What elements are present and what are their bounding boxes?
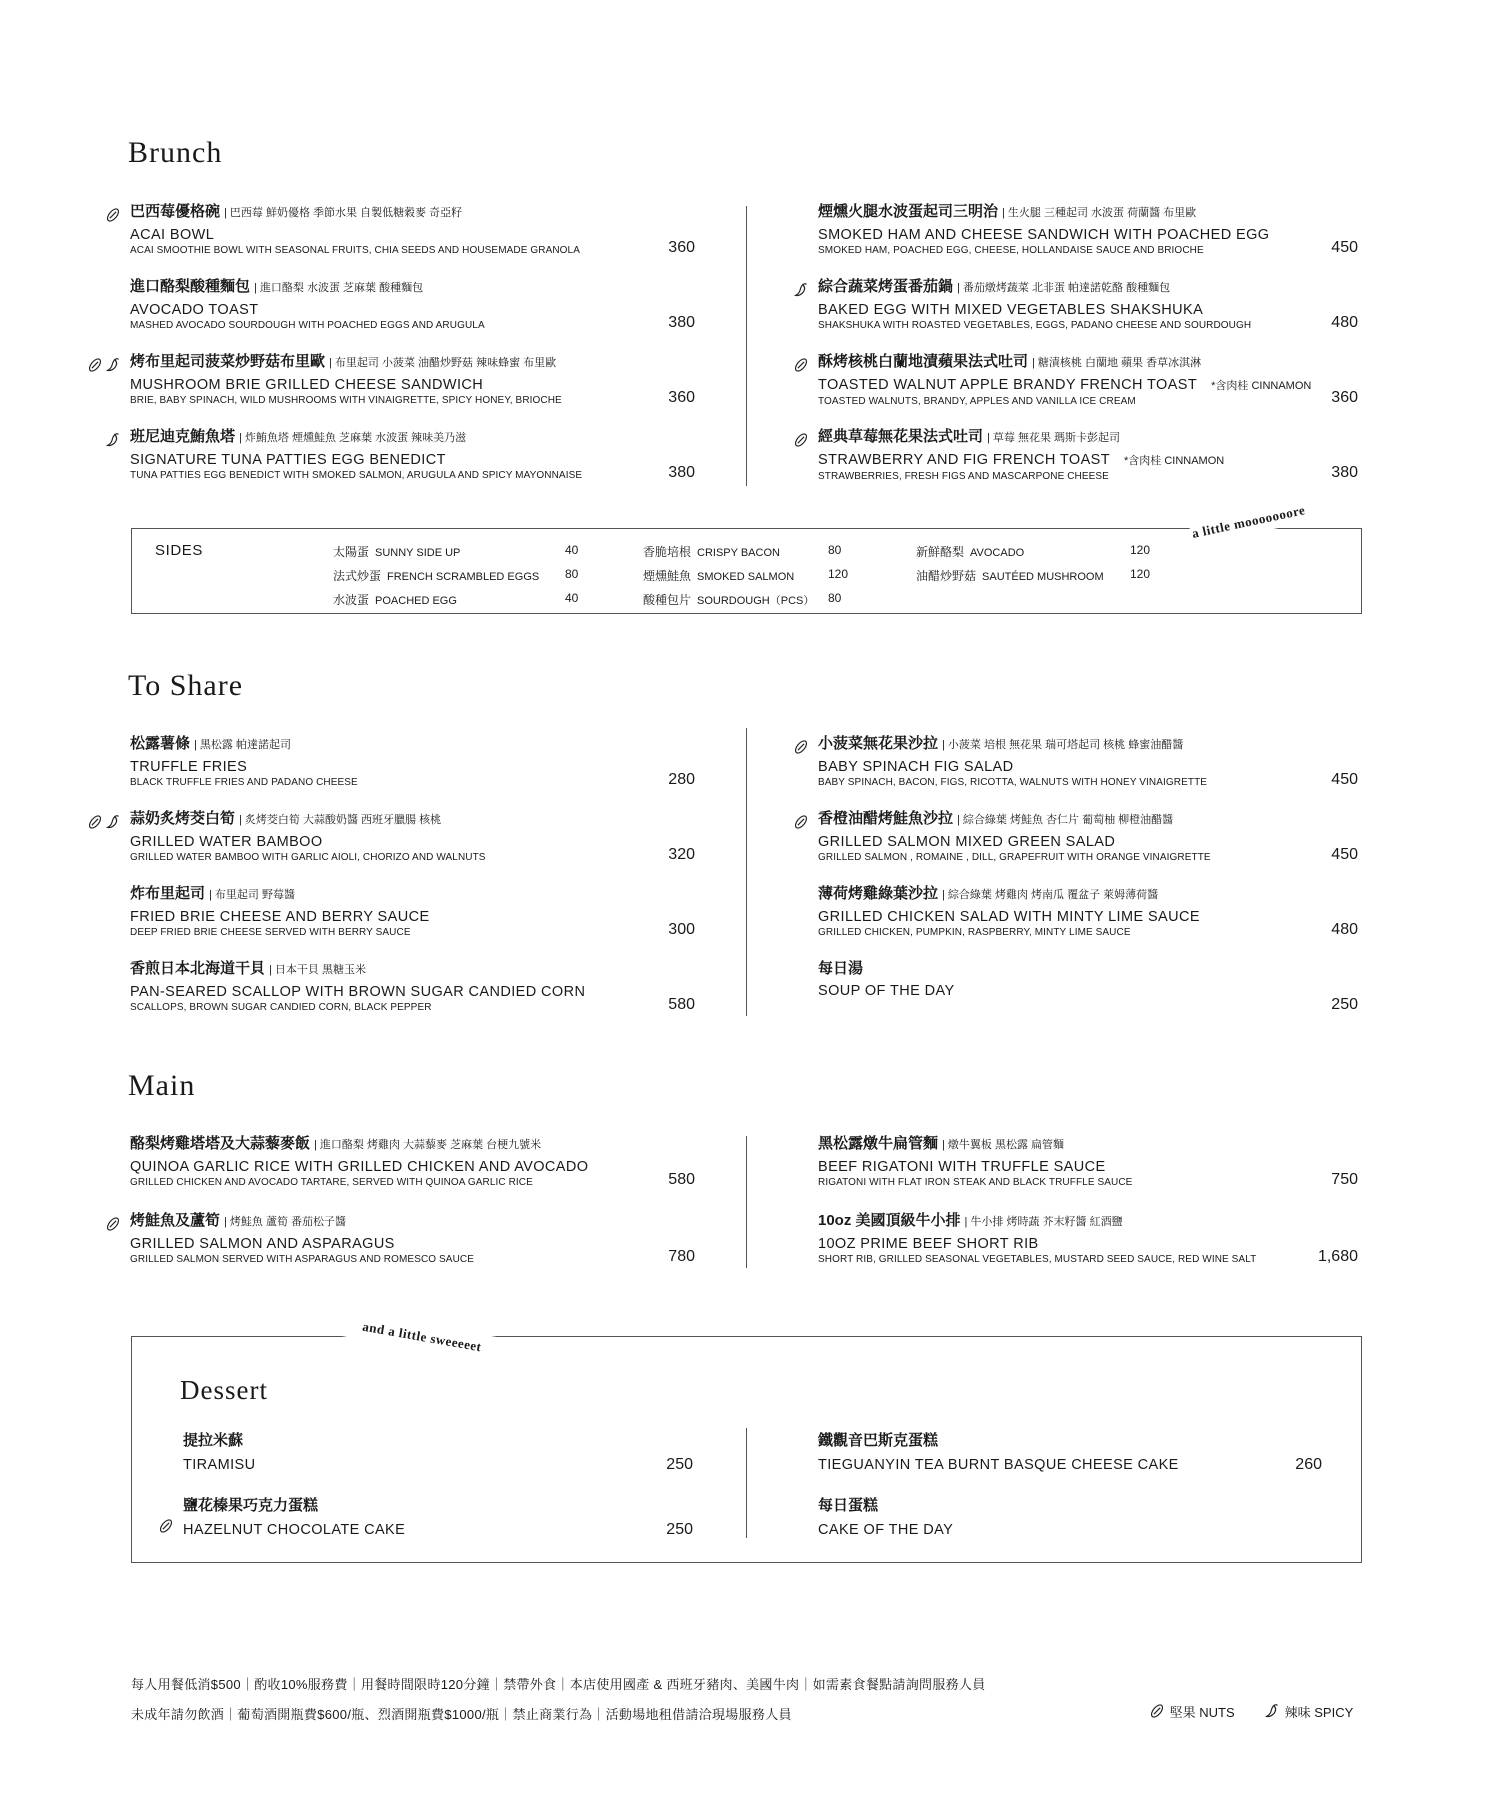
side-item xyxy=(333,543,460,560)
dessert-title: Dessert xyxy=(180,1375,268,1405)
side-item xyxy=(333,567,539,584)
item-description: GRILLED WATER BAMBOO WITH GARLIC AIOLI, CHORIZO AND WALNUTS xyxy=(130,852,486,863)
side-name-en: CRISPY BACON xyxy=(697,547,780,559)
nut-icon xyxy=(792,813,810,831)
item-name-en: GRILLED SALMON MIXED GREEN SALAD xyxy=(818,834,1116,850)
side-item xyxy=(916,567,1104,584)
nut-icon xyxy=(86,813,104,831)
item-name-zh-row xyxy=(818,1497,1322,1515)
item-name-en: SOUP OF THE DAY xyxy=(818,983,955,999)
item-name-en: GRILLED SALMON AND ASPARAGUS xyxy=(130,1236,395,1252)
legend-nuts-label: 堅果 NUTS xyxy=(1169,1705,1235,1720)
menu-item xyxy=(130,885,695,940)
item-name-zh: 松露薯條 xyxy=(130,735,191,752)
diet-icons xyxy=(766,356,810,374)
item-name-zh-row xyxy=(130,1135,695,1154)
nut-icon xyxy=(104,206,122,224)
item-price: 450 xyxy=(1331,771,1358,788)
item-name-zh-row xyxy=(130,960,695,979)
column-divider xyxy=(746,728,747,1016)
item-price: 360 xyxy=(1331,389,1358,406)
legend-spicy xyxy=(1263,1702,1353,1721)
item-name-zh-row xyxy=(818,810,1358,829)
footer-policy-line-1: 每人用餐低消$500｜酌收10%服務費｜用餐時間限時120分鐘｜禁帶外食｜本店使用國產 & 西班牙豬肉、美國牛肉｜如需素食餐點請詢問服務人員 xyxy=(131,1677,986,1692)
side-item xyxy=(643,591,814,608)
legend-nuts xyxy=(1148,1702,1235,1721)
item-name-zh: 黑松露燉牛扁管麵 xyxy=(818,1135,939,1152)
item-name-zh: 烤鮭魚及蘆筍 xyxy=(130,1212,221,1229)
item-name-en: BABY SPINACH FIG SALAD xyxy=(818,759,1014,775)
item-name-zh-row xyxy=(818,203,1358,222)
item-name-zh-row xyxy=(818,1135,1358,1154)
item-name-zh-row xyxy=(183,1497,693,1515)
side-price: 80 xyxy=(828,543,842,557)
item-note: *含肉桂 CINNAMON xyxy=(1123,455,1225,467)
side-name-zh: 新鮮酪梨 xyxy=(916,545,965,559)
chili-icon xyxy=(104,813,122,831)
diet-icons xyxy=(78,431,122,449)
side-price: 120 xyxy=(1130,543,1151,557)
item-name-en-row xyxy=(818,1158,1358,1176)
item-name-en: HAZELNUT CHOCOLATE CAKE xyxy=(183,1522,406,1538)
item-price: 360 xyxy=(668,239,695,256)
item-description: GRILLED CHICKEN, PUMPKIN, RASPBERRY, MINTY LIME SAUCE xyxy=(818,927,1131,938)
item-price: 580 xyxy=(668,1171,695,1188)
item-name-zh: 進口酪梨酸種麵包 xyxy=(130,278,251,295)
item-name-zh-row xyxy=(130,428,695,447)
side-name-en: SOURDOUGH（PCS） xyxy=(697,595,815,607)
menu-item xyxy=(818,810,1358,865)
menu-item xyxy=(130,353,695,408)
item-description: TUNA PATTIES EGG BENEDICT WITH SMOKED SALMON, ARUGULA AND SPICY MAYONNAISE xyxy=(130,470,583,481)
item-name-zh: 炸布里起司 xyxy=(130,885,206,902)
side-name-zh: 水波蛋 xyxy=(333,593,370,607)
item-name-en: TIRAMISU xyxy=(183,1457,256,1473)
menu-item xyxy=(818,735,1358,790)
menu-item xyxy=(818,1212,1358,1267)
item-name-en-row xyxy=(818,982,1358,1000)
brunch-title: Brunch xyxy=(128,136,223,169)
diet-icons xyxy=(766,813,810,831)
item-name-zh-row xyxy=(130,203,695,222)
item-name-zh-row xyxy=(130,735,695,754)
item-name-zh: 鐵觀音巴斯克蛋糕 xyxy=(818,1432,939,1449)
menu-item xyxy=(130,428,695,483)
item-name-en: CAKE OF THE DAY xyxy=(818,1522,954,1538)
side-item xyxy=(643,567,794,584)
item-ingredients: | 日本干貝 黑糖玉米 xyxy=(269,964,366,976)
share-title: To Share xyxy=(128,669,244,702)
sides-label: SIDES xyxy=(155,542,204,559)
nut-icon xyxy=(792,356,810,374)
item-name-zh: 經典草莓無花果法式吐司 xyxy=(818,428,984,445)
item-price: 360 xyxy=(668,389,695,406)
side-price: 120 xyxy=(1130,567,1151,581)
item-name-en-row xyxy=(183,1456,693,1474)
nut-icon xyxy=(792,431,810,449)
item-name-en-row xyxy=(130,301,695,319)
item-name-en: STRAWBERRY AND FIG FRENCH TOAST xyxy=(818,452,1110,468)
diet-icons xyxy=(78,356,122,374)
item-name-zh: 小菠菜無花果沙拉 xyxy=(818,735,939,752)
menu-item xyxy=(818,278,1358,333)
item-name-zh-row xyxy=(130,810,695,829)
side-name-zh: 煙燻鮭魚 xyxy=(643,569,692,583)
item-price: 780 xyxy=(668,1248,695,1265)
item-name-en: GRILLED WATER BAMBOO xyxy=(130,834,323,850)
item-price: 750 xyxy=(1331,1171,1358,1188)
side-price: 120 xyxy=(828,567,849,581)
item-name-zh-row xyxy=(130,278,695,297)
side-name-en: SUNNY SIDE UP xyxy=(375,547,461,559)
side-name-en: POACHED EGG xyxy=(375,595,457,607)
side-name-en: SMOKED SALMON xyxy=(697,571,795,583)
item-ingredients: | 牛小排 烤時蔬 芥末籽醬 紅酒鹽 xyxy=(964,1216,1123,1228)
item-description: BLACK TRUFFLE FRIES AND PADANO CHEESE xyxy=(130,777,358,788)
item-name-en: PAN-SEARED SCALLOP WITH BROWN SUGAR CANDIED CORN xyxy=(130,984,586,1000)
menu-item xyxy=(130,203,695,258)
item-name-en-row xyxy=(818,1456,1322,1474)
item-name-zh: 10oz 美國頂級牛小排 xyxy=(818,1212,961,1229)
menu-item xyxy=(130,278,695,333)
item-name-en-row xyxy=(818,301,1358,319)
item-name-en-row xyxy=(818,908,1358,926)
item-name-en: SMOKED HAM AND CHEESE SANDWICH WITH POACHED EGG xyxy=(818,227,1270,243)
item-name-zh-row xyxy=(818,428,1358,447)
nut-icon xyxy=(104,1215,122,1233)
item-name-zh: 鹽花榛果巧克力蛋糕 xyxy=(183,1497,319,1514)
item-price: 380 xyxy=(1331,464,1358,481)
diet-icons xyxy=(78,206,122,224)
diet-icons xyxy=(766,431,810,449)
item-name-zh-row xyxy=(183,1432,693,1450)
menu-item xyxy=(818,1497,1322,1539)
item-name-en-row xyxy=(818,833,1358,851)
item-name-zh-row xyxy=(130,885,695,904)
legend-spicy-label: 辣味 SPICY xyxy=(1284,1705,1354,1720)
item-description: BABY SPINACH, BACON, FIGS, RICOTTA, WALNUTS WITH HONEY VINAIGRETTE xyxy=(818,777,1208,788)
side-name-en: SAUTÉED MUSHROOM xyxy=(982,571,1104,583)
menu-item xyxy=(183,1432,693,1474)
item-name-zh-row xyxy=(818,960,1358,978)
item-name-en: TRUFFLE FRIES xyxy=(130,759,248,775)
item-description: SHAKSHUKA WITH ROASTED VEGETABLES, EGGS, PADANO CHEESE AND SOURDOUGH xyxy=(818,320,1252,331)
item-name-zh: 薄荷烤雞綠葉沙拉 xyxy=(818,885,939,902)
item-name-en-row xyxy=(818,758,1358,776)
side-price: 40 xyxy=(565,543,579,557)
dessert-tagline: and a little sweeeeet xyxy=(341,1310,503,1363)
chili-icon xyxy=(792,281,810,299)
menu-item xyxy=(818,428,1358,484)
item-name-en: MUSHROOM BRIE GRILLED CHEESE SANDWICH xyxy=(130,377,484,393)
side-price: 40 xyxy=(565,591,579,605)
item-price: 280 xyxy=(668,771,695,788)
item-name-zh-row xyxy=(818,1432,1322,1450)
item-ingredients: | 巴西莓 鮮奶優格 季節水果 自製低糖穀麥 奇亞籽 xyxy=(224,207,463,219)
item-name-en: TIEGUANYIN TEA BURNT BASQUE CHEESE CAKE xyxy=(818,1457,1179,1473)
menu-item xyxy=(818,353,1358,409)
item-ingredients: | 綜合綠葉 烤鮭魚 杏仁片 葡萄柚 柳橙油醋醬 xyxy=(957,814,1174,826)
item-name-en-row xyxy=(818,376,1358,395)
item-ingredients: | 炸鮪魚塔 煙燻鮭魚 芝麻葉 水波蛋 辣味美乃滋 xyxy=(239,432,467,444)
item-name-zh-row xyxy=(818,278,1358,297)
item-name-en-row xyxy=(818,226,1358,244)
footer-policy-line-2: 未成年請勿飲酒｜葡萄酒開瓶費$600/瓶、烈酒開瓶費$1000/瓶｜禁止商業行為｜活動場地租借請洽現場服務人員 xyxy=(131,1707,792,1722)
side-name-zh: 太陽蛋 xyxy=(333,545,370,559)
item-price: 320 xyxy=(668,846,695,863)
item-ingredients: | 布里起司 小菠菜 油醋炒野菇 辣味蜂蜜 布里歐 xyxy=(329,357,557,369)
item-description: GRILLED SALMON , ROMAINE , DILL, GRAPEFRUIT WITH ORANGE VINAIGRETTE xyxy=(818,852,1211,863)
item-description: ACAI SMOOTHIE BOWL WITH SEASONAL FRUITS, CHIA SEEDS AND HOUSEMADE GRANOLA xyxy=(130,245,580,256)
menu-item xyxy=(818,1135,1358,1190)
diet-icons xyxy=(766,738,810,756)
item-name-en-row xyxy=(818,1521,1322,1539)
diet-icons xyxy=(131,1517,175,1535)
menu-item xyxy=(818,960,1358,1013)
side-name-en: AVOCADO xyxy=(970,547,1025,559)
item-ingredients: | 生火腿 三種起司 水波蛋 荷蘭醬 布里歐 xyxy=(1002,207,1197,219)
item-price: 250 xyxy=(666,1456,693,1473)
item-name-en: QUINOA GARLIC RICE WITH GRILLED CHICKEN AND AVOCADO xyxy=(130,1159,589,1175)
item-name-zh: 每日蛋糕 xyxy=(818,1497,879,1514)
item-name-zh: 蒜奶炙烤茭白筍 xyxy=(130,810,236,827)
item-name-en: SIGNATURE TUNA PATTIES EGG BENEDICT xyxy=(130,452,446,468)
item-note: *含肉桂 CINNAMON xyxy=(1211,380,1312,392)
item-name-zh: 酪梨烤雞塔塔及大蒜藜麥飯 xyxy=(130,1135,311,1152)
side-name-en: FRENCH SCRAMBLED EGGS xyxy=(387,571,540,583)
item-ingredients: | 草莓 無花果 瑪斯卡彭起司 xyxy=(987,432,1121,444)
item-name-zh-row xyxy=(818,735,1358,754)
menu-item xyxy=(130,735,695,790)
item-name-zh: 巴西莓優格碗 xyxy=(130,203,221,220)
item-name-en: TOASTED WALNUT APPLE BRANDY FRENCH TOAST xyxy=(818,377,1198,393)
menu-item xyxy=(130,1135,695,1190)
item-name-en-row xyxy=(130,376,695,394)
side-name-zh: 油醋炒野菇 xyxy=(916,569,977,583)
menu-item xyxy=(130,1212,695,1267)
item-name-en: ACAI BOWL xyxy=(130,227,215,243)
item-price: 1,680 xyxy=(1317,1248,1358,1265)
nut-icon xyxy=(157,1517,175,1535)
item-price: 380 xyxy=(668,314,695,331)
item-description: BRIE, BABY SPINACH, WILD MUSHROOMS WITH VINAIGRETTE, SPICY HONEY, BRIOCHE xyxy=(130,395,562,406)
item-price: 260 xyxy=(1295,1456,1322,1473)
column-divider xyxy=(746,1428,747,1538)
item-price: 450 xyxy=(1331,846,1358,863)
item-name-en: BEEF RIGATONI WITH TRUFFLE SAUCE xyxy=(818,1159,1106,1175)
item-name-en-row xyxy=(130,226,695,244)
item-price: 300 xyxy=(668,921,695,938)
item-name-en-row xyxy=(818,451,1358,470)
item-ingredients: | 番茄燉烤蔬菜 北非蛋 帕達諾乾酪 酸種麵包 xyxy=(957,282,1171,294)
item-name-zh: 香橙油醋烤鮭魚沙拉 xyxy=(818,810,954,827)
item-ingredients: | 小菠菜 培根 無花果 瑞可塔起司 核桃 蜂蜜油醋醬 xyxy=(942,739,1184,751)
column-divider xyxy=(746,206,747,486)
main-title: Main xyxy=(128,1069,196,1102)
side-name-zh: 酸種包片 xyxy=(643,593,692,607)
item-name-en-row xyxy=(130,1158,695,1176)
item-name-zh-row xyxy=(818,353,1358,372)
nut-icon xyxy=(792,738,810,756)
item-description: RIGATONI WITH FLAT IRON STEAK AND BLACK TRUFFLE SAUCE xyxy=(818,1177,1133,1188)
item-name-en: BAKED EGG WITH MIXED VEGETABLES SHAKSHUKA xyxy=(818,302,1204,318)
column-divider xyxy=(746,1136,747,1268)
item-description: DEEP FRIED BRIE CHEESE SERVED WITH BERRY SAUCE xyxy=(130,927,411,938)
item-ingredients: | 綜合綠葉 烤雞肉 烤南瓜 覆盆子 萊姆薄荷醬 xyxy=(942,889,1159,901)
item-name-zh-row xyxy=(818,885,1358,904)
item-ingredients: | 燉牛翼板 黑松露 扁管麵 xyxy=(942,1139,1065,1151)
item-name-en-row xyxy=(130,833,695,851)
side-item xyxy=(916,543,1024,560)
item-name-en-row xyxy=(818,1235,1358,1253)
item-name-zh: 酥烤核桃白蘭地漬蘋果法式吐司 xyxy=(818,353,1029,370)
item-name-en-row xyxy=(130,758,695,776)
menu-item xyxy=(818,1432,1322,1474)
item-name-en: AVOCADO TOAST xyxy=(130,302,259,318)
item-name-en-row xyxy=(130,1235,695,1253)
item-price: 380 xyxy=(668,464,695,481)
item-ingredients: | 糖漬核桃 白蘭地 蘋果 香草冰淇淋 xyxy=(1032,357,1202,369)
sides-tagline: a little mooooooore xyxy=(1189,502,1309,546)
side-price: 80 xyxy=(828,591,842,605)
nut-icon xyxy=(86,356,104,374)
item-name-zh: 提拉米蘇 xyxy=(183,1432,244,1449)
menu-item xyxy=(818,885,1358,940)
item-name-zh-row xyxy=(818,1212,1358,1231)
item-name-en: 10OZ PRIME BEEF SHORT RIB xyxy=(818,1236,1039,1252)
diet-icons xyxy=(78,1215,122,1233)
item-name-zh: 香煎日本北海道干貝 xyxy=(130,960,266,977)
item-name-zh-row xyxy=(130,1212,695,1231)
item-description: TOASTED WALNUTS, BRANDY, APPLES AND VANILLA ICE CREAM xyxy=(818,396,1136,407)
item-price: 480 xyxy=(1331,921,1358,938)
item-price: 450 xyxy=(1331,239,1358,256)
item-ingredients: | 進口酪梨 水波蛋 芝麻葉 酸種麵包 xyxy=(254,282,424,294)
menu-item xyxy=(130,810,695,865)
item-ingredients: | 烤鮭魚 蘆筍 番茄松子醬 xyxy=(224,1216,347,1228)
menu-item xyxy=(130,960,695,1015)
diet-icons xyxy=(766,281,810,299)
diet-icons xyxy=(78,813,122,831)
item-description: MASHED AVOCADO SOURDOUGH WITH POACHED EGGS AND ARUGULA xyxy=(130,320,485,331)
item-price: 480 xyxy=(1331,314,1358,331)
side-item xyxy=(333,591,457,608)
item-name-zh: 烤布里起司菠菜炒野菇布里歐 xyxy=(130,353,326,370)
item-name-en-row xyxy=(130,983,695,1001)
item-name-en-row xyxy=(130,908,695,926)
item-name-en: FRIED BRIE CHEESE AND BERRY SAUCE xyxy=(130,909,430,925)
item-description: SCALLOPS, BROWN SUGAR CANDIED CORN, BLACK PEPPER xyxy=(130,1002,432,1013)
side-name-zh: 法式炒蛋 xyxy=(333,569,382,583)
chili-icon xyxy=(104,356,122,374)
item-name-en-row xyxy=(183,1521,693,1539)
item-ingredients: | 炙烤茭白筍 大蒜酸奶醬 西班牙臘腸 核桃 xyxy=(239,814,442,826)
menu-item xyxy=(818,203,1358,258)
item-price: 250 xyxy=(1331,996,1358,1013)
item-name-en: GRILLED CHICKEN SALAD WITH MINTY LIME SAUCE xyxy=(818,909,1200,925)
item-description: GRILLED CHICKEN AND AVOCADO TARTARE, SERVED WITH QUINOA GARLIC RICE xyxy=(130,1177,533,1188)
item-name-zh: 每日湯 xyxy=(818,960,864,977)
item-ingredients: | 黑松露 帕達諾起司 xyxy=(194,739,291,751)
item-ingredients: | 進口酪梨 烤雞肉 大蒜藜麥 芝麻葉 台梗九號米 xyxy=(314,1139,542,1151)
item-name-zh: 煙燻火腿水波蛋起司三明治 xyxy=(818,203,999,220)
item-description: STRAWBERRIES, FRESH FIGS AND MASCARPONE CHEESE xyxy=(818,471,1109,482)
item-name-zh-row xyxy=(130,353,695,372)
item-name-zh: 班尼迪克鮪魚塔 xyxy=(130,428,236,445)
item-name-en-row xyxy=(130,451,695,469)
chili-icon xyxy=(1263,1702,1281,1720)
item-description: GRILLED SALMON SERVED WITH ASPARAGUS AND ROMESCO SAUCE xyxy=(130,1254,474,1265)
item-name-zh: 綜合蔬菜烤蛋番茄鍋 xyxy=(818,278,954,295)
item-price: 580 xyxy=(668,996,695,1013)
item-ingredients: | 布里起司 野莓醬 xyxy=(209,889,295,901)
item-description: SMOKED HAM, POACHED EGG, CHEESE, HOLLANDAISE SAUCE AND BRIOCHE xyxy=(818,245,1204,256)
item-price: 250 xyxy=(666,1521,693,1538)
menu-item xyxy=(183,1497,693,1539)
chili-icon xyxy=(104,431,122,449)
side-price: 80 xyxy=(565,567,579,581)
item-description: SHORT RIB, GRILLED SEASONAL VEGETABLES, MUSTARD SEED SAUCE, RED WINE SALT xyxy=(818,1254,1257,1265)
side-item xyxy=(643,543,780,560)
nut-icon xyxy=(1148,1702,1166,1720)
side-name-zh: 香脆培根 xyxy=(643,545,692,559)
